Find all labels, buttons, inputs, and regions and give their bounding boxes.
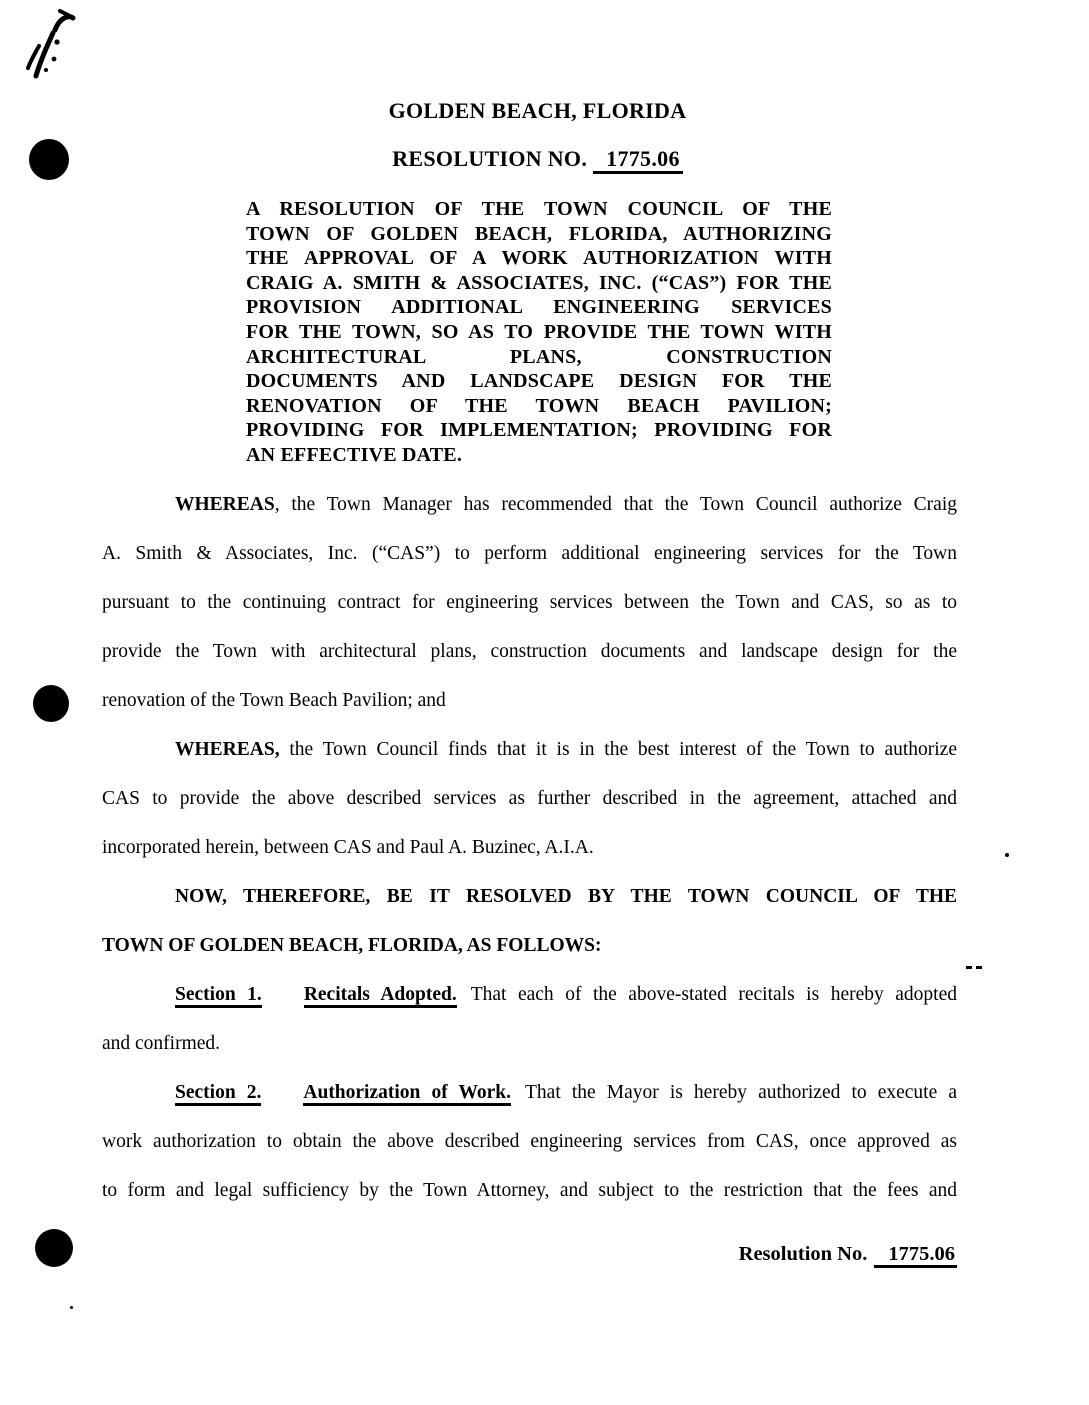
resolution-number-value: 1775.06 — [593, 146, 683, 174]
resolution-number-label: RESOLUTION NO. — [392, 146, 588, 171]
scan-speck — [70, 1306, 73, 1309]
whereas-1-line: provide the Town with architectural plans, construction documents and landscape design for the — [102, 641, 957, 662]
resolution-number-line — [110, 146, 965, 172]
document-title: GOLDEN BEACH, FLORIDA — [388, 98, 687, 123]
section-2-number: Section 2. — [175, 1082, 261, 1106]
caption-line: RENOVATION OF THE TOWN BEACH PAVILION; — [246, 394, 832, 417]
resolution-caption-block — [246, 197, 832, 468]
resolved-clause-line: TOWN OF GOLDEN BEACH, FLORIDA, AS FOLLOWS: — [102, 935, 602, 956]
footer-resolution-value: 1775.06 — [874, 1243, 957, 1268]
section-2-line — [102, 1068, 957, 1117]
whereas-1-line — [102, 480, 957, 529]
caption-line: FOR THE TOWN, SO AS TO PROVIDE THE TOWN WITH — [246, 320, 832, 343]
punch-hole-top — [29, 139, 69, 180]
caption-line: TOWN OF GOLDEN BEACH, FLORIDA, AUTHORIZING — [246, 222, 832, 245]
footer-resolution-number — [102, 1243, 957, 1266]
caption-line: PROVIDING FOR IMPLEMENTATION; PROVIDING FOR — [246, 419, 832, 442]
section-1-line: and confirmed. — [102, 1033, 221, 1054]
section-2-text: That the Mayor is hereby authorized to execute a — [525, 1082, 957, 1103]
section-2-line: to form and legal sufficiency by the Town Attorney, and subject to the restriction that the fees and — [102, 1180, 957, 1201]
scan-dash-artifact — [966, 966, 982, 969]
caption-line: PROVISION ADDITIONAL ENGINEERING SERVICES — [246, 296, 832, 319]
section-1-number: Section 1. — [175, 984, 262, 1008]
whereas-lead: WHEREAS, — [175, 739, 280, 760]
caption-line: A RESOLUTION OF THE TOWN COUNCIL OF THE — [246, 198, 832, 220]
scan-speck — [1005, 853, 1009, 857]
caption-line: ARCHITECTURAL PLANS, CONSTRUCTION — [246, 345, 832, 368]
caption-line: DOCUMENTS AND LANDSCAPE DESIGN FOR THE — [246, 370, 832, 393]
section-1-line — [102, 970, 957, 1019]
section-1-heading: Recitals Adopted. — [304, 984, 457, 1008]
whereas-2-line: incorporated herein, between CAS and Paul A. Buzinec, A.I.A. — [102, 837, 594, 858]
whereas-1-line: renovation of the Town Beach Pavilion; and — [102, 690, 446, 711]
whereas-1-line: A. Smith & Associates, Inc. (“CAS”) to perform additional engineering services for the Town — [102, 543, 957, 564]
section-2-line: work authorization to obtain the above described engineering services from CAS, once approved as — [102, 1131, 957, 1152]
section-2-heading: Authorization of Work. — [303, 1082, 511, 1106]
caption-line: CRAIG A. SMITH & ASSOCIATES, INC. (“CAS”) FOR THE — [246, 271, 832, 294]
paragraph-text: the Town Council finds that it is in the best interest of the Town to authorize — [279, 739, 957, 760]
punch-hole-bottom — [35, 1229, 73, 1267]
punch-hole-middle — [33, 685, 69, 722]
footer-resolution-label: Resolution No. — [738, 1243, 868, 1265]
caption-line: THE APPROVAL OF A WORK AUTHORIZATION WITH — [246, 247, 832, 270]
section-1-text: That each of the above-stated recitals is hereby adopted — [470, 984, 957, 1005]
caption-line: AN EFFECTIVE DATE. — [246, 443, 463, 466]
pen-scribble-mark — [16, 6, 78, 88]
resolved-clause-line: NOW, THEREFORE, BE IT RESOLVED BY THE TOWN COUNCIL OF THE — [175, 886, 957, 907]
whereas-2-line — [102, 725, 957, 774]
whereas-1-line: pursuant to the continuing contract for engineering services between the Town and CAS, so as to — [102, 592, 957, 613]
document-body — [102, 480, 957, 1215]
whereas-2-line: CAS to provide the above described services as further described in the agreement, attached and — [102, 788, 957, 809]
paragraph-text: , the Town Manager has recommended that the Town Council authorize Craig — [274, 494, 957, 515]
whereas-lead: WHEREAS — [175, 494, 275, 515]
